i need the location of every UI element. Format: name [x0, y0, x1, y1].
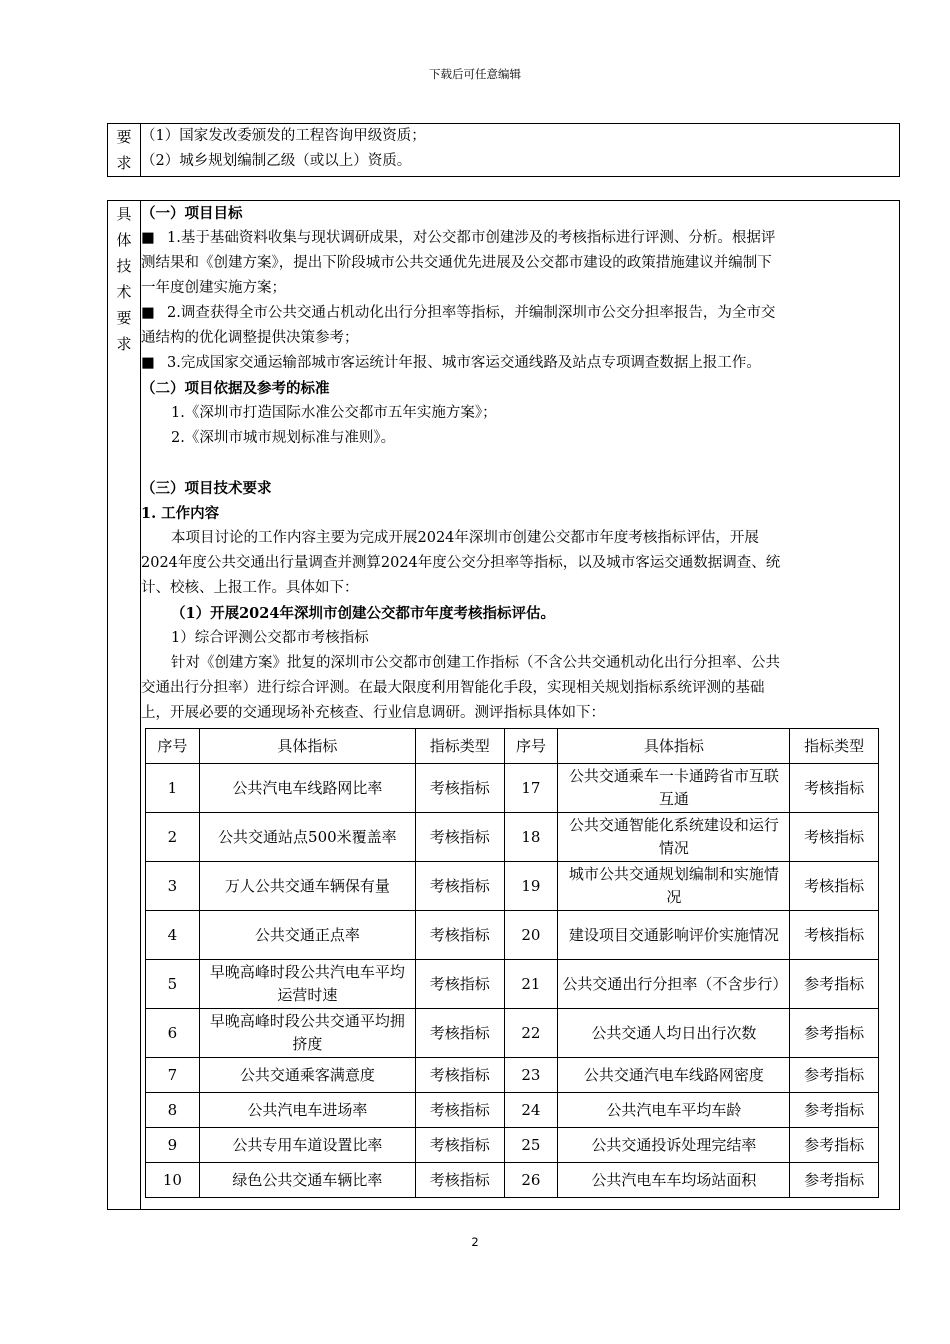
- eval-paragraph-line: 上，开展必要的交通现场补充核查、行业信息调研。测评指标具体如下：: [141, 705, 605, 721]
- table-cell: 22: [504, 1009, 558, 1058]
- table-cell: 5: [146, 960, 200, 1009]
- goal-bullet-2: ■ 2.调查获得全市公共交通占机动化出行分担率等指标，并编制深圳市公交分担率报告，为全市交: [141, 301, 899, 326]
- bullet-square-icon: ■: [141, 230, 155, 246]
- goal-bullet-1-cont: 测结果和《创建方案》，提出下阶段城市公共交通优先进展及公交都市建设的政策措施建议并编制下: [141, 255, 772, 271]
- requirements-label: 要 求: [108, 124, 141, 177]
- column-header: 具体指标: [558, 729, 790, 764]
- table-cell: 19: [504, 862, 558, 911]
- work-paragraph-line: 2024年度公共交通出行量调查并测算2024年度公交分担率等指标，以及城市客运交通数据调查、统: [141, 555, 781, 571]
- table-cell: 考核指标: [415, 1163, 504, 1198]
- technical-requirements-table: [107, 200, 900, 1210]
- technical-requirements-label: 具 体 技 术 要 求: [108, 201, 141, 1210]
- table-cell: 公共交通正点率: [199, 911, 415, 960]
- table-cell: 8: [146, 1093, 200, 1128]
- table-cell: 20: [504, 911, 558, 960]
- metrics-row: [146, 960, 879, 1009]
- table-cell: 公共交通汽电车线路网密度: [558, 1058, 790, 1093]
- table-cell: 公共交通投诉处理完结率: [558, 1128, 790, 1163]
- column-header: 具体指标: [199, 729, 415, 764]
- metrics-row: [146, 1009, 879, 1058]
- table-cell: 公共汽电车平均车龄: [558, 1093, 790, 1128]
- requirement-line: （2）城乡规划编制乙级（或以上）资质。: [141, 153, 412, 169]
- goal-bullet-1: ■ 1.基于基础资料收集与现状调研成果，对公交都市创建涉及的考核指标进行评测、分析。根据评: [141, 226, 899, 251]
- goal-bullet-1-cont: 一年度创建实施方案；: [141, 280, 286, 296]
- table-cell: 考核指标: [415, 1128, 504, 1163]
- table-cell: 3: [146, 862, 200, 911]
- table-cell: 参考指标: [790, 1128, 879, 1163]
- column-header: 指标类型: [790, 729, 879, 764]
- table-cell: 参考指标: [790, 960, 879, 1009]
- requirements-content: [141, 124, 900, 177]
- table-cell: 公共汽电车车均场站面积: [558, 1163, 790, 1198]
- metrics-row: [146, 862, 879, 911]
- column-header: 序号: [146, 729, 200, 764]
- table-cell: 26: [504, 1163, 558, 1198]
- metrics-row: [146, 1128, 879, 1163]
- table-cell: 参考指标: [790, 1093, 879, 1128]
- table-cell: 2: [146, 813, 200, 862]
- table-cell: 7: [146, 1058, 200, 1093]
- page-header: 下载后可任意编辑: [429, 67, 521, 81]
- eval-paragraph-line: 针对《创建方案》批复的深圳市公交都市创建工作指标（不含公共交通机动化出行分担率、公共: [171, 655, 780, 671]
- table-cell: 公共交通乘车一卡通跨省市互联互通: [558, 764, 790, 813]
- table-cell: 考核指标: [415, 862, 504, 911]
- table-cell: 公共专用车道设置比率: [199, 1128, 415, 1163]
- table-cell: 城市公共交通规划编制和实施情况: [558, 862, 790, 911]
- metrics-row: [146, 813, 879, 862]
- table-cell: 考核指标: [415, 960, 504, 1009]
- goal-heading: （一）项目目标: [141, 205, 243, 222]
- table-cell: 10: [146, 1163, 200, 1198]
- bullet-square-icon: ■: [141, 305, 155, 321]
- table-cell: 18: [504, 813, 558, 862]
- goal-bullet-2-cont: 通结构的优化调整提供决策参考；: [141, 330, 359, 346]
- table-cell: 早晚高峰时段公共汽电车平均运营时速: [199, 960, 415, 1009]
- table-cell: 考核指标: [790, 911, 879, 960]
- table-cell: 绿色公共交通车辆比率: [199, 1163, 415, 1198]
- requirement-line: （1）国家发改委颁发的工程咨询甲级资质；: [141, 128, 426, 144]
- table-cell: 公共交通乘客满意度: [199, 1058, 415, 1093]
- table-cell: 考核指标: [415, 1093, 504, 1128]
- table-cell: 早晚高峰时段公共交通平均拥挤度: [199, 1009, 415, 1058]
- table-cell: 考核指标: [415, 813, 504, 862]
- metrics-header-row: [146, 729, 879, 764]
- metrics-table: [145, 728, 879, 1198]
- table-cell: 考核指标: [790, 813, 879, 862]
- table-cell: 万人公共交通车辆保有量: [199, 862, 415, 911]
- sub1-heading: （1）开展2024年深圳市创建公交都市年度考核指标评估。: [171, 605, 555, 622]
- table-cell: 考核指标: [415, 911, 504, 960]
- table-cell: 考核指标: [415, 1058, 504, 1093]
- work-heading: 1. 工作内容: [141, 505, 220, 522]
- table-cell: 1: [146, 764, 200, 813]
- table-cell: 公共汽电车进场率: [199, 1093, 415, 1128]
- metrics-row: [146, 764, 879, 813]
- sub1-item: 1）综合评测公交都市考核指标: [171, 630, 369, 646]
- work-paragraph-line: 计、校核、上报工作。具体如下：: [141, 580, 359, 596]
- table-cell: 6: [146, 1009, 200, 1058]
- basis-item: 1.《深圳市打造国际水准公交都市五年实施方案》；: [171, 405, 497, 421]
- goal-bullet-3: ■ 3.完成国家交通运输部城市客运统计年报、城市客运交通线路及站点专项调查数据上报工作。: [141, 351, 899, 376]
- table-cell: 参考指标: [790, 1009, 879, 1058]
- eval-paragraph-line: 交通出行分担率）进行综合评测。在最大限度利用智能化手段，实现相关规划指标系统评测的基础: [141, 680, 765, 696]
- metrics-row: [146, 911, 879, 960]
- column-header: 指标类型: [415, 729, 504, 764]
- table-cell: 23: [504, 1058, 558, 1093]
- bullet-square-icon: ■: [141, 355, 155, 371]
- tech-heading: （三）项目技术要求: [141, 480, 272, 497]
- requirements-table: [107, 123, 900, 177]
- table-cell: 公共交通出行分担率（不含步行）: [558, 960, 790, 1009]
- table-cell: 考核指标: [790, 862, 879, 911]
- table-cell: 公共交通智能化系统建设和运行情况: [558, 813, 790, 862]
- table-cell: 9: [146, 1128, 200, 1163]
- table-cell: 公共汽电车线路网比率: [199, 764, 415, 813]
- metrics-row: [146, 1058, 879, 1093]
- metrics-row: [146, 1093, 879, 1128]
- table-cell: 考核指标: [415, 764, 504, 813]
- page-number: 2: [471, 1235, 479, 1249]
- basis-heading: （二）项目依据及参考的标准: [141, 380, 330, 397]
- table-cell: 公共交通站点500米覆盖率: [199, 813, 415, 862]
- table-cell: 21: [504, 960, 558, 1009]
- table-cell: 考核指标: [790, 764, 879, 813]
- table-cell: 参考指标: [790, 1058, 879, 1093]
- work-paragraph-line: 本项目讨论的工作内容主要为完成开展2024年深圳市创建公交都市年度考核指标评估，开展: [171, 530, 759, 546]
- technical-requirements-content: [141, 201, 900, 1210]
- table-cell: 建设项目交通影响评价实施情况: [558, 911, 790, 960]
- table-cell: 25: [504, 1128, 558, 1163]
- basis-item: 2.《深圳市城市规划标准与准则》。: [171, 430, 396, 446]
- table-cell: 考核指标: [415, 1009, 504, 1058]
- table-cell: 公共交通人均日出行次数: [558, 1009, 790, 1058]
- table-cell: 4: [146, 911, 200, 960]
- table-cell: 17: [504, 764, 558, 813]
- metrics-row: [146, 1163, 879, 1198]
- table-cell: 24: [504, 1093, 558, 1128]
- table-cell: 参考指标: [790, 1163, 879, 1198]
- column-header: 序号: [504, 729, 558, 764]
